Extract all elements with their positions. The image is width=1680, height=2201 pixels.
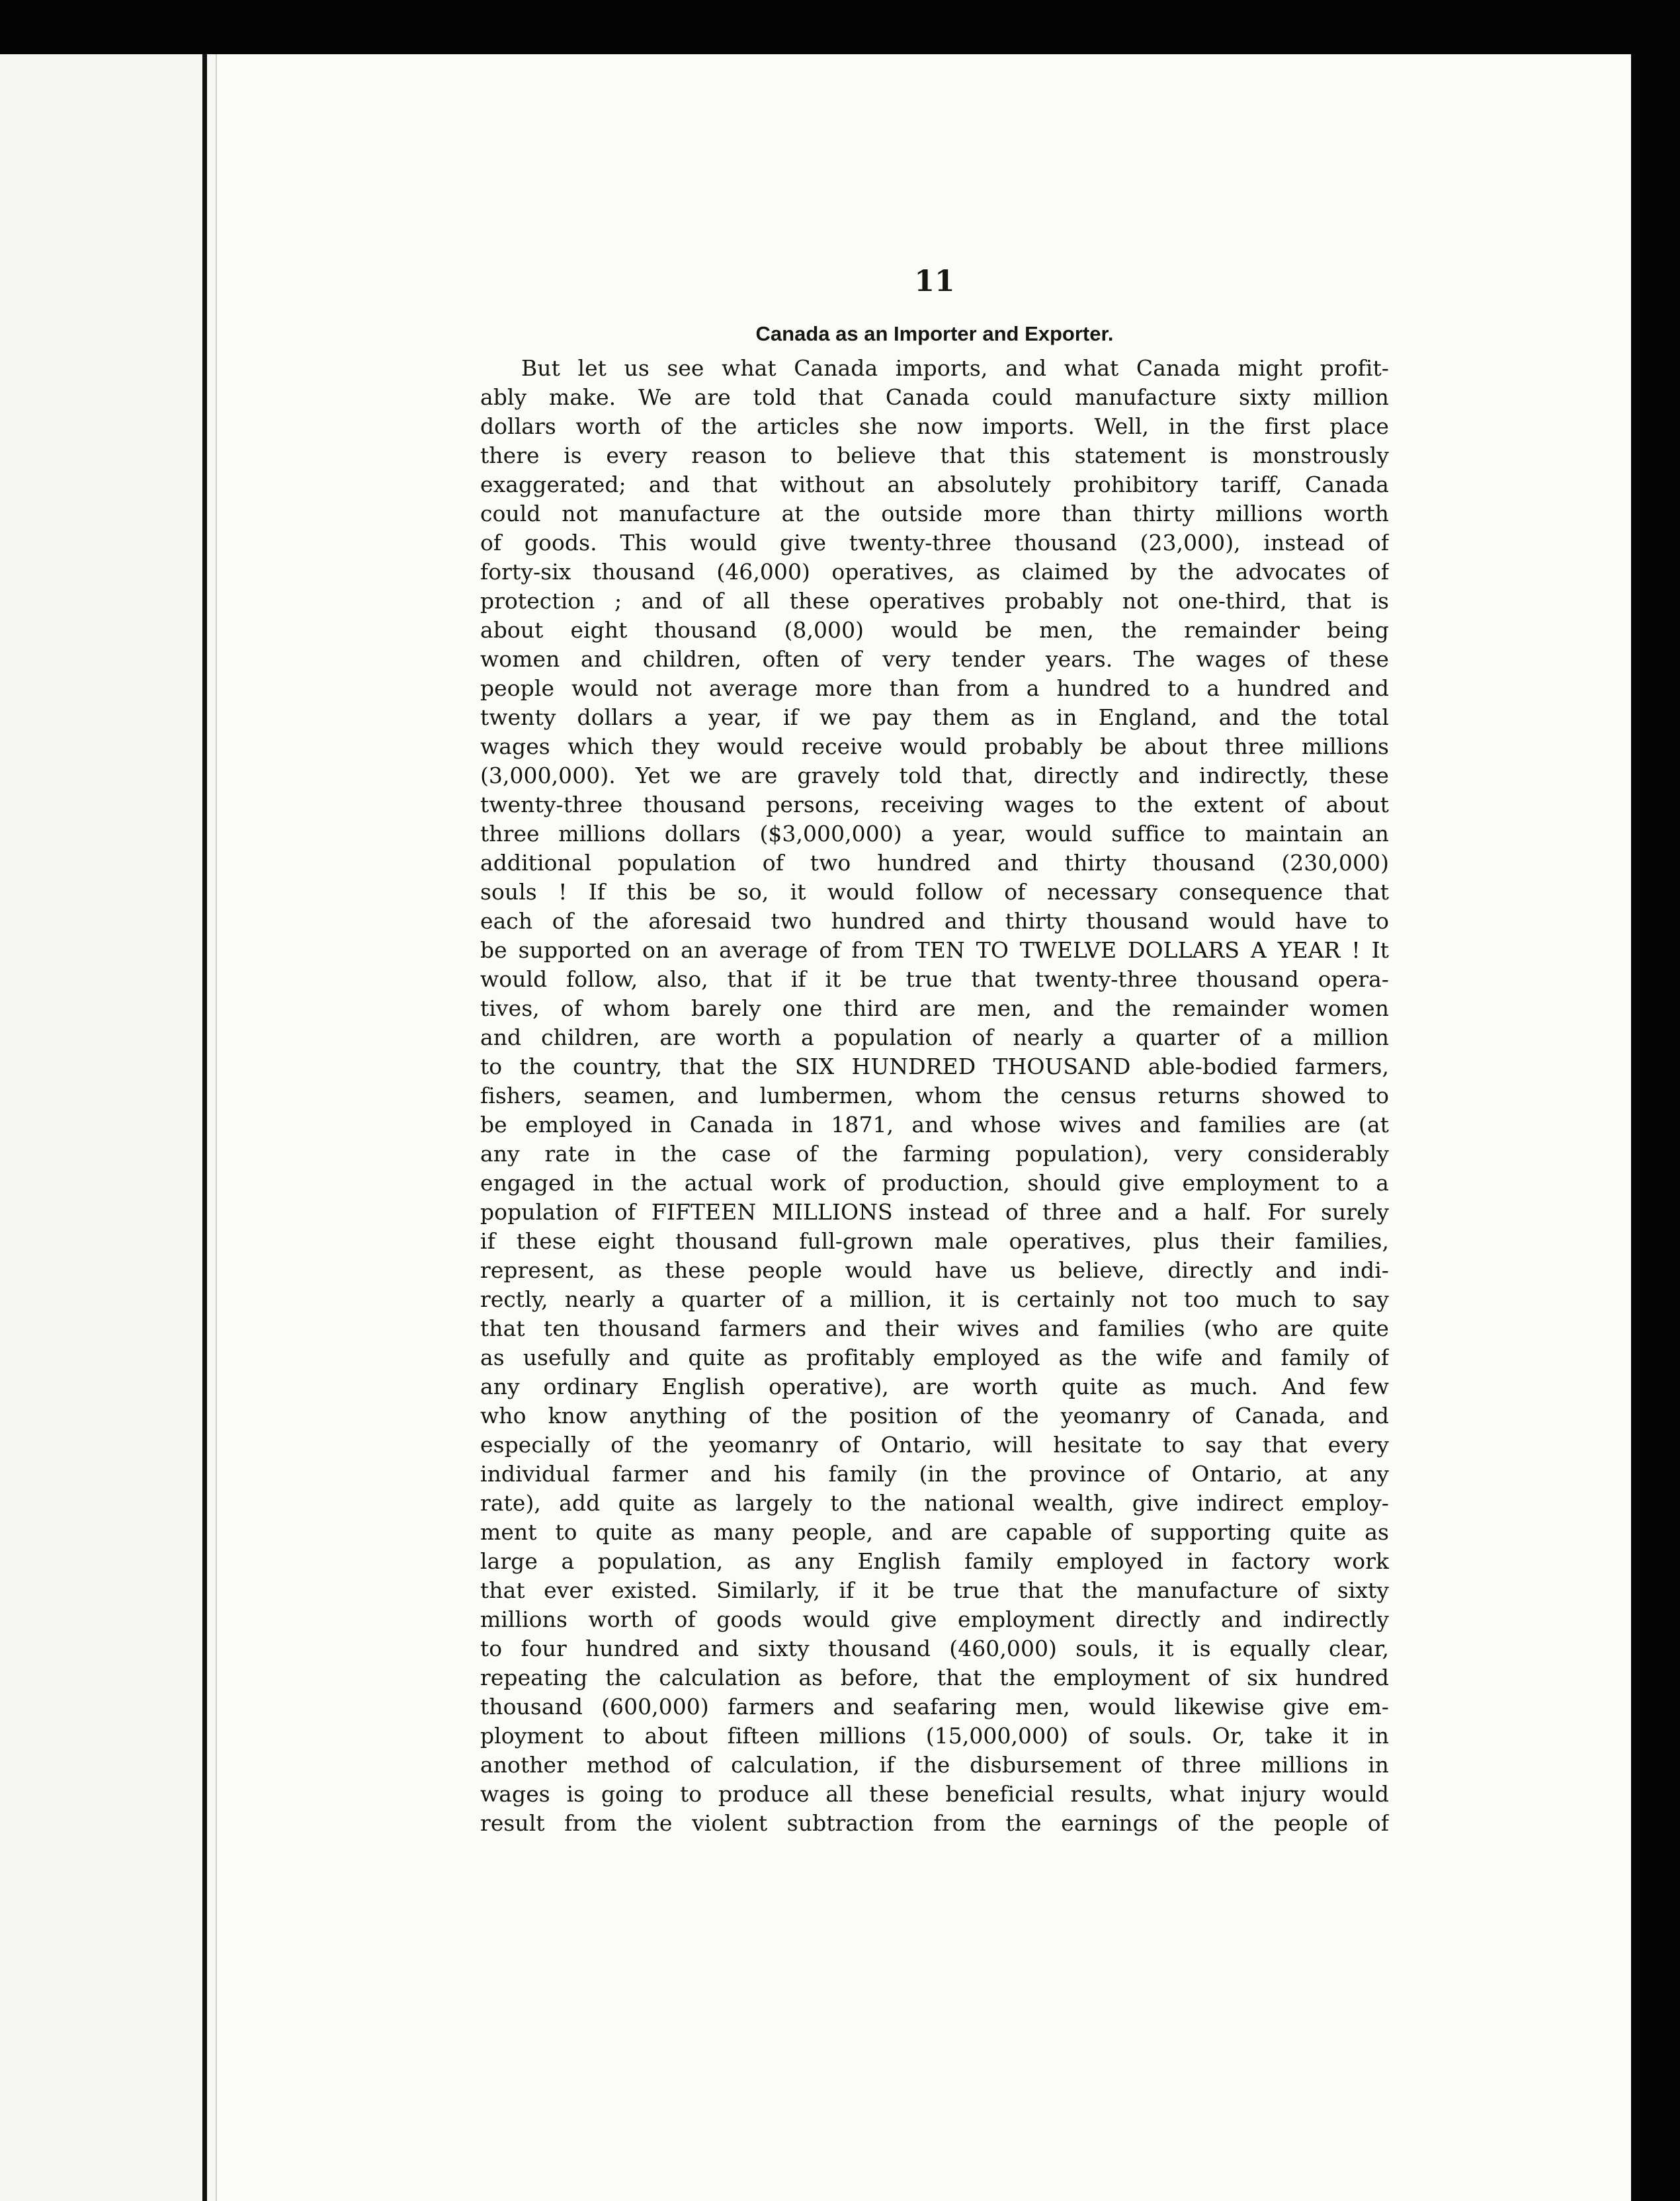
text-line: protection ; and of all these operatives probably not one-third, that is	[480, 588, 1389, 614]
scan-right-edge	[1631, 0, 1680, 2201]
text-line: ably make. We are told that Canada could manufacture sixty million	[480, 384, 1389, 410]
text-line: people would not average more than from a hundred to a hundred and	[480, 675, 1389, 701]
text-line: But let us see what Canada imports, and what Canada might profit-	[521, 355, 1389, 381]
text-line: especially of the yeomanry of Ontario, will hesitate to say that every	[480, 1432, 1389, 1458]
text-line: exaggerated; and that without an absolutely prohibitory tariff, Canada	[480, 472, 1389, 497]
text-line: that ten thousand farmers and their wives and families (who are quite	[480, 1315, 1389, 1341]
text-line: repeating the calculation as before, that the employment of six hundred	[480, 1665, 1389, 1690]
text-line: wages is going to produce all these beneficial results, what injury would	[480, 1781, 1389, 1807]
text-line: engaged in the actual work of production, should give employment to a	[480, 1170, 1389, 1196]
text-line: any ordinary English operative), are worth quite as much. And few	[480, 1374, 1389, 1399]
text-line: three millions dollars ($3,000,000) a year, would suffice to maintain an	[480, 821, 1389, 847]
text-line: additional population of two hundred and thirty thousand (230,000)	[480, 850, 1389, 876]
text-line: population of FIFTEEN MILLIONS instead of three and a half. For surely	[480, 1199, 1389, 1225]
page-number: 11	[914, 265, 955, 298]
text-line: (3,000,000). Yet we are gravely told that, directly and indirectly, these	[480, 763, 1389, 788]
text-line: result from the violent subtraction from the earnings of the people of	[480, 1810, 1389, 1836]
text-line: would follow, also, that if it be true that twenty-three thousand opera-	[480, 966, 1389, 992]
text-line: another method of calculation, if the disbursement of three millions in	[480, 1752, 1389, 1778]
text-line: about eight thousand (8,000) would be men, the remainder being	[480, 617, 1389, 643]
text-line: each of the aforesaid two hundred and thirty thousand would have to	[480, 908, 1389, 934]
text-line: thousand (600,000) farmers and seafaring men, would likewise give em-	[480, 1694, 1389, 1720]
text-line: any rate in the case of the farming population), very considerably	[480, 1141, 1389, 1167]
scan-top-edge	[0, 0, 1680, 54]
text-line: to the country, that the SIX HUNDRED THOUSAND able-bodied farmers,	[480, 1054, 1389, 1079]
text-line: large a population, as any English family employed in factory work	[480, 1548, 1389, 1574]
text-line: as usefully and quite as profitably employed as the wife and family of	[480, 1345, 1389, 1370]
text-line: could not manufacture at the outside more than thirty millions worth	[480, 501, 1389, 526]
text-line: of goods. This would give twenty-three thousand (23,000), instead of	[480, 530, 1389, 556]
text-line: if these eight thousand full-grown male operatives, plus their families,	[480, 1228, 1389, 1254]
binding-gutter-line	[202, 54, 207, 2201]
text-line: who know anything of the position of the yeomanry of Canada, and	[480, 1403, 1389, 1429]
text-line: twenty dollars a year, if we pay them as in England, and the total	[480, 704, 1389, 730]
text-line: ployment to about fifteen millions (15,000,000) of souls. Or, take it in	[480, 1723, 1389, 1749]
text-line: there is every reason to believe that this statement is monstrously	[480, 442, 1389, 468]
text-line: that ever existed. Similarly, if it be true that the manufacture of sixty	[480, 1577, 1389, 1603]
facing-page-edge	[0, 54, 217, 2201]
text-line: wages which they would receive would probably be about three millions	[480, 733, 1389, 759]
text-line: individual farmer and his family (in the province of Ontario, at any	[480, 1461, 1389, 1487]
text-line: ment to quite as many people, and are capable of supporting quite as	[480, 1519, 1389, 1545]
text-line: be supported on an average of from TEN TO TWELVE DOLLARS A YEAR ! It	[480, 937, 1389, 963]
text-line: forty-six thousand (46,000) operatives, as claimed by the advocates of	[480, 559, 1389, 585]
text-line: millions worth of goods would give employment directly and indirectly	[480, 1606, 1389, 1632]
text-line: twenty-three thousand persons, receiving wages to the extent of about	[480, 792, 1389, 817]
text-line: be employed in Canada in 1871, and whose wives and families are (at	[480, 1112, 1389, 1138]
text-line: represent, as these people would have us believe, directly and indi-	[480, 1257, 1389, 1283]
text-line: and children, are worth a population of nearly a quarter of a million	[480, 1024, 1389, 1050]
text-line: dollars worth of the articles she now imports. Well, in the first place	[480, 413, 1389, 439]
text-line: tives, of whom barely one third are men, and the remainder women	[480, 995, 1389, 1021]
text-line: souls ! If this be so, it would follow of necessary consequence that	[480, 879, 1389, 905]
text-line: rate), add quite as largely to the national wealth, give indirect employ-	[480, 1490, 1389, 1516]
text-line: to four hundred and sixty thousand (460,000) souls, it is equally clear,	[480, 1636, 1389, 1661]
text-line: rectly, nearly a quarter of a million, it is certainly not too much to say	[480, 1286, 1389, 1312]
section-heading: Canada as an Importer and Exporter.	[755, 322, 1114, 345]
text-line: women and children, often of very tender years. The wages of these	[480, 646, 1389, 672]
page-text-block	[480, 261, 1389, 1838]
text-line: fishers, seamen, and lumbermen, whom the census returns showed to	[480, 1083, 1389, 1108]
